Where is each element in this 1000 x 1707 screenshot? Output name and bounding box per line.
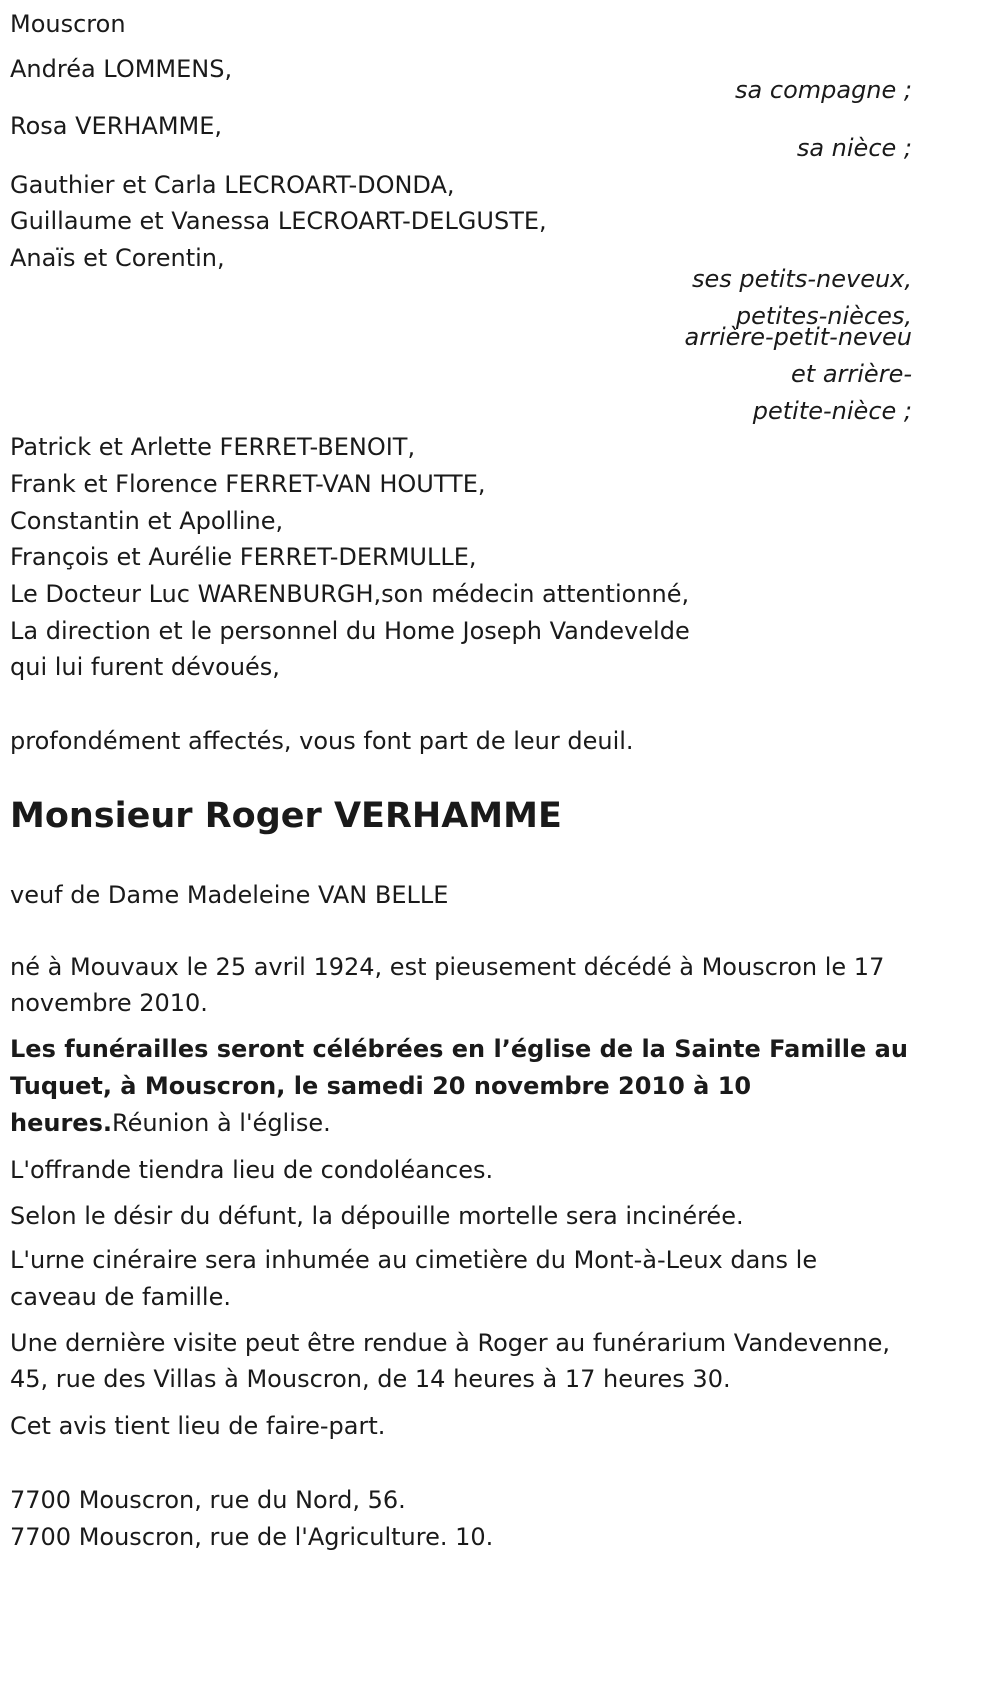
care-home-line: qui lui furent dévoués, — [10, 653, 280, 681]
family-member: Patrick et Arlette FERRET-BENOIT, — [10, 433, 416, 461]
relation-niece: sa nièce ; — [796, 134, 912, 162]
notice-line: Selon le désir du défunt, la dépouille mortelle sera incinérée. — [10, 1202, 744, 1230]
funeral-paragraph — [10, 1031, 912, 1142]
relation-line: petites-nièces, — [735, 302, 912, 330]
family-member: Constantin et Apolline, — [10, 507, 284, 535]
relation-companion: sa compagne ; — [735, 76, 912, 104]
family-member: François et Aurélie FERRET-DERMULLE, — [10, 543, 477, 571]
family-member: Anaïs et Corentin, — [10, 244, 225, 272]
birth-death-paragraph: né à Mouvaux le 25 avril 1924, est pieusement décédé à Mouscron le 17 novembre 2010. — [10, 953, 885, 1017]
doctor-line: Le Docteur Luc WARENBURGH,son médecin attentionné, — [10, 580, 690, 608]
location-header: Mouscron — [10, 10, 126, 38]
deceased-name: Monsieur Roger VERHAMME — [10, 796, 562, 836]
notice-paragraph: L'urne cinéraire sera inhumée au cimetière du Mont-à-Leux dans le caveau de famille. — [10, 1246, 818, 1311]
family-member-rosa: Rosa VERHAMME, — [10, 112, 223, 140]
announcement-text: profondément affectés, vous font part de leur deuil. — [10, 727, 634, 755]
family-member: Gauthier et Carla LECROART-DONDA, — [10, 171, 455, 199]
widower-line: veuf de Dame Madeleine VAN BELLE — [10, 881, 449, 909]
relation-line: arrière-petit-neveu — [684, 323, 912, 351]
care-home-line: La direction et le personnel du Home Joseph Vandevelde — [10, 617, 690, 645]
meeting-note: Réunion à l'église. — [111, 1109, 331, 1137]
relation-line: et arrière- — [791, 360, 912, 388]
relation-line: ses petits-neveux, — [691, 265, 912, 293]
notice-line: L'offrande tiendra lieu de condoléances. — [10, 1156, 494, 1184]
family-member-andrea: Andréa LOMMENS, — [10, 55, 233, 83]
notice-line: Cet avis tient lieu de faire-part. — [10, 1412, 386, 1440]
family-member: Guillaume et Vanessa LECROART-DELGUSTE, — [10, 207, 547, 235]
family-member: Frank et Florence FERRET-VAN HOUTTE, — [10, 470, 486, 498]
funeral-details: Les funérailles seront célébrées en l’église de la Sainte Famille au Tuquet, à Mouscron, le samedi 20 novembre 2010 à 10 heures. — [10, 1035, 908, 1137]
relation-line: petite-nièce ; — [752, 397, 912, 425]
address-line: 7700 Mouscron, rue du Nord, 56. — [10, 1486, 406, 1514]
visitation-paragraph: Une dernière visite peut être rendue à Roger au funérarium Vandevenne, 45, rue des Villas à Mouscron, de 14 heures à 17 heures 30. — [10, 1329, 891, 1393]
address-line: 7700 Mouscron, rue de l'Agriculture. 10. — [10, 1523, 494, 1551]
